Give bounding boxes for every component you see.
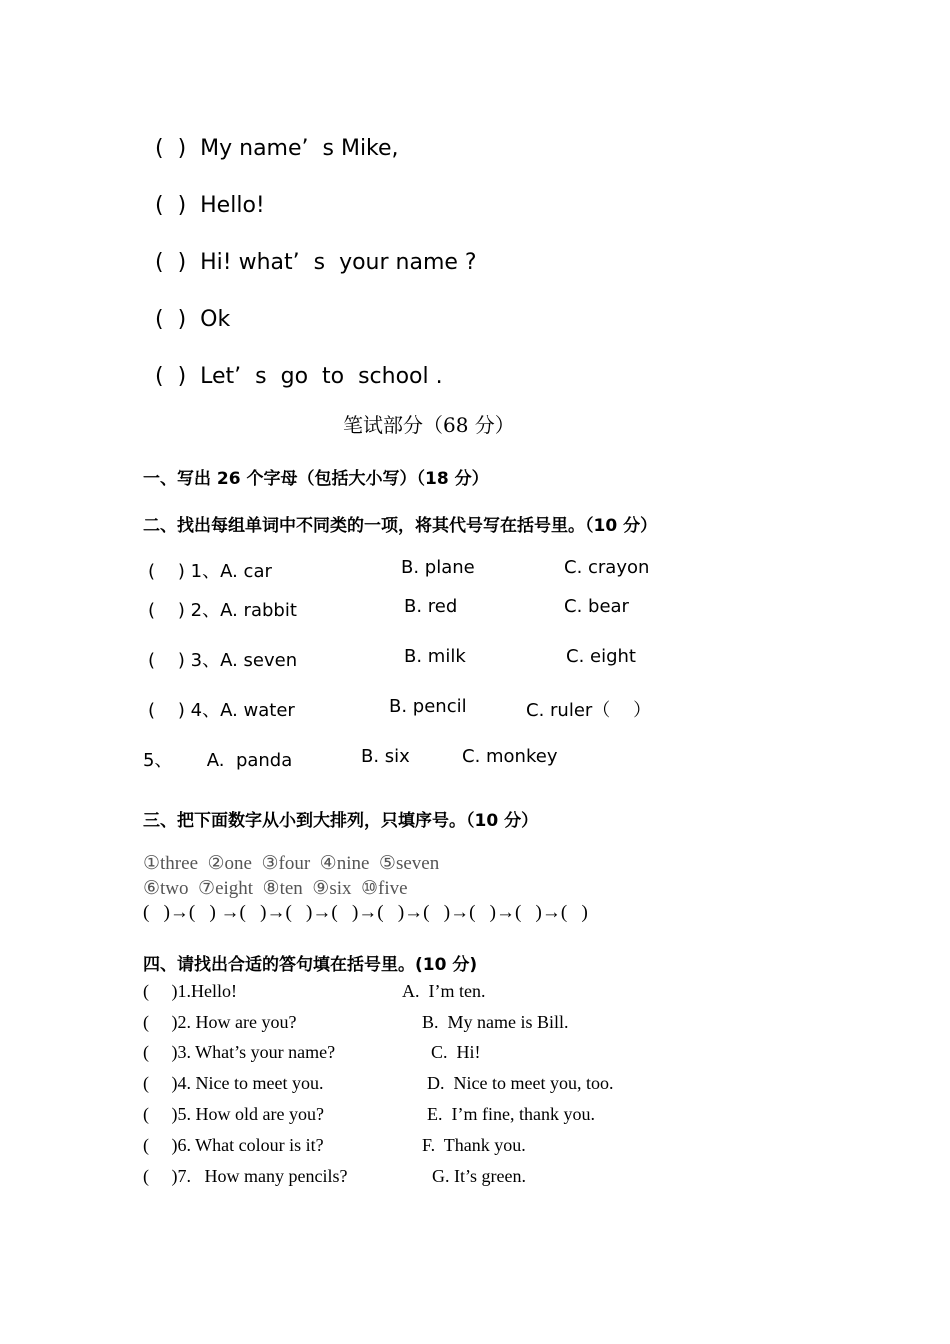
odd-one-out-question: ( ) 1、A. car [148, 561, 272, 582]
dialogue-line: ( ) Hi! what’ s your name ? [155, 250, 477, 275]
odd-one-out-option-c: C. bear [564, 596, 629, 617]
odd-one-out-question: ( ) 3、A. seven [148, 650, 298, 671]
match-question: ( )4. Nice to meet you. [143, 1073, 324, 1093]
ordering-answer-line: ( )→( ) →( )→( )→( )→( )→( )→( )→( )→( ) [143, 902, 588, 923]
match-answer: A. I’m ten. [402, 981, 486, 1001]
odd-one-out-option-c: C. ruler（ ） [526, 700, 652, 721]
match-question: ( )5. How old are you? [143, 1104, 324, 1124]
odd-one-out-option-b: B. milk [404, 646, 466, 667]
odd-one-out-question: ( ) 4、A. water [148, 700, 295, 721]
odd-one-out-question: ( ) 2、A. rabbit [148, 600, 297, 621]
match-question: ( )1.Hello! [143, 981, 237, 1001]
part4-heading: 四、请找出合适的答句填在括号里。(10 分) [143, 955, 478, 975]
odd-one-out-option-b: B. plane [401, 557, 475, 578]
written-section-title: 笔试部分（68 分） [343, 413, 515, 437]
odd-one-out-option-c: C. eight [566, 646, 636, 667]
odd-one-out-option-c: C. monkey [462, 746, 558, 767]
match-answer: G. It’s green. [432, 1166, 526, 1186]
number-words-line: ①three ②one ③four ④nine ⑤seven [143, 853, 440, 874]
match-question: ( )2. How are you? [143, 1012, 297, 1032]
odd-one-out-question: 5、 A. panda [143, 750, 293, 771]
part2-heading: 二、找出每组单词中不同类的一项，将其代号写在括号里。（10 分） [143, 516, 658, 536]
dialogue-line: ( ) Ok [155, 307, 231, 332]
match-answer: B. My name is Bill. [422, 1012, 569, 1032]
match-answer: D. Nice to meet you, too. [427, 1073, 614, 1093]
match-question: ( )7. How many pencils? [143, 1166, 348, 1186]
match-question: ( )3. What’s your name? [143, 1042, 336, 1062]
match-answer: C. Hi! [431, 1042, 481, 1062]
dialogue-line: ( ) My name’ s Mike, [155, 136, 399, 161]
match-question: ( )6. What colour is it? [143, 1135, 324, 1155]
odd-one-out-option-b: B. red [404, 596, 458, 617]
match-answer: E. I’m fine, thank you. [427, 1104, 595, 1124]
match-answer: F. Thank you. [422, 1135, 526, 1155]
dialogue-line: ( ) Hello! [155, 193, 265, 218]
odd-one-out-option-b: B. pencil [389, 696, 467, 717]
part3-heading: 三、把下面数字从小到大排列，只填序号。（10 分） [143, 811, 539, 831]
odd-one-out-option-b: B. six [361, 746, 410, 767]
number-words-line: ⑥two ⑦eight ⑧ten ⑨six ⑩five [143, 878, 408, 899]
odd-one-out-option-c: C. crayon [564, 557, 650, 578]
part1-heading: 一、写出 26 个字母（包括大小写）（18 分） [143, 469, 489, 489]
dialogue-line: ( ) Let’ s go to school . [155, 364, 443, 389]
